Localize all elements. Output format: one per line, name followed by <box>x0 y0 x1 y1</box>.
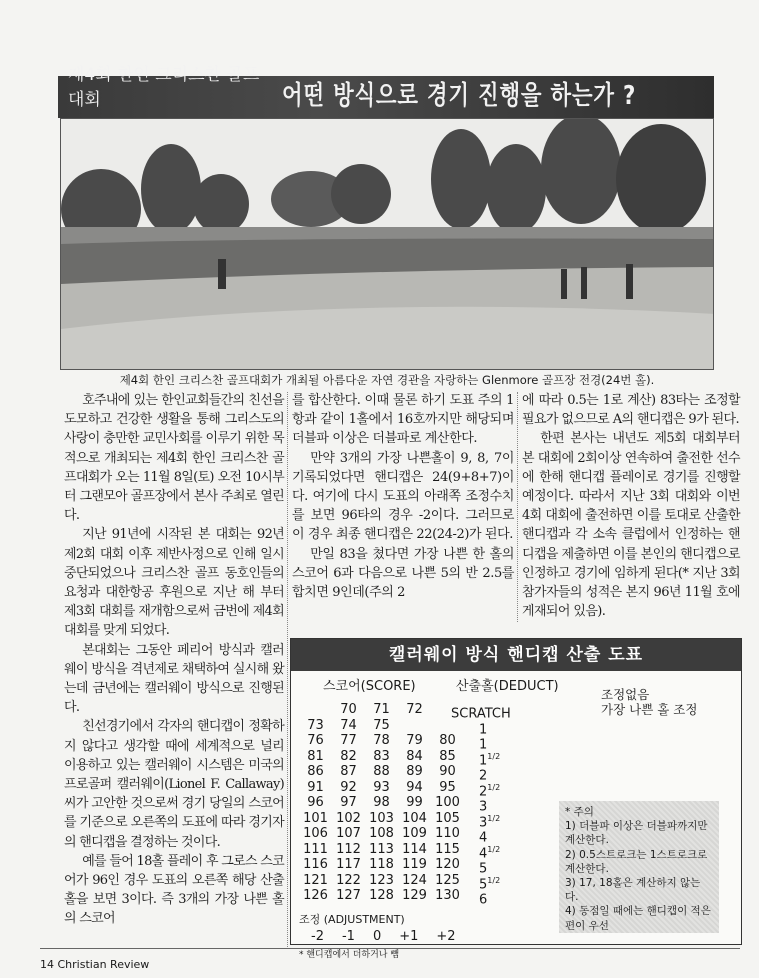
paragraph: 호주내에 있는 한인교회들간의 친선을 도모하고 건강한 생활을 통해 그리스도의 사랑이 충만한 교민사회를 이루기 위한 목적으로 개최되는 제4회 한인 크리스찬 골프대회가 오는 11월 8일(토) 오전 10시부터 그랜모아 골프장에서 본사 주최로 열린다. <box>64 393 284 524</box>
deduct-value: 5 <box>479 876 488 892</box>
score-header: 스코어(SCORE) <box>323 679 416 694</box>
score-cell: 84 <box>406 748 423 764</box>
score-cell: 99 <box>406 795 423 810</box>
caution-item: 1) 더블파 이상은 더블파까지만 계산한다. <box>565 820 708 847</box>
page-footer <box>40 958 149 971</box>
score-cell: 122 <box>336 872 361 888</box>
score-cell: 87 <box>340 764 357 779</box>
score-cell: 127 <box>336 888 361 903</box>
deduct-value: 1 <box>479 721 488 737</box>
score-cell: 78 <box>373 733 390 748</box>
paragraph: 한편 본사는 내년도 제5회 대회부터 본 대회에 2회이상 연속하여 출전한 선수에 한해 핸디캡 플레이로 경기를 진행할 예정이다. 따라서 지난 3회 대회와 이번 4회 대회에 출전하면 이를 토대로 산출한 핸디캡과 각 소속 클럽에서 인정하는 핸디캡을 제출하면 이를 본인의 핸디캡으로 인정하고 경기에 임하게 된다(* 지난 3회 참가자들의 성적은 본지 96년 11월 호에 게재되어 있음). <box>522 431 740 620</box>
table-row <box>299 779 501 799</box>
table-title: 캘러웨이 방식 핸디캡 산출 도표 <box>291 639 741 671</box>
score-rows <box>299 702 511 908</box>
column-divider <box>287 392 288 947</box>
adjustment-value: -2 <box>311 929 324 944</box>
score-cell: 114 <box>402 841 427 857</box>
photo-caption: 제4회 한인 크리스찬 골프대회가 개최될 아름다운 자연 경관을 자랑하는 Glenmore 골프장 전경(24번 홀). <box>119 373 655 387</box>
table-row <box>299 841 501 861</box>
score-cell: 116 <box>303 857 328 872</box>
table-row <box>299 888 488 908</box>
deduct-value: 6 <box>479 892 488 908</box>
score-cell <box>299 702 332 718</box>
score-cell: 95 <box>439 779 456 795</box>
score-cell: 88 <box>373 764 390 779</box>
adjustment-value: +1 <box>399 929 419 944</box>
golf-course-photo <box>60 118 714 370</box>
deduct-value: 3 <box>479 799 488 815</box>
caution-title: * 주의 <box>565 806 594 818</box>
deduct-value: 1 <box>479 752 488 768</box>
table-row <box>299 717 488 737</box>
deduct-value: 2 <box>479 768 488 784</box>
score-cell: 82 <box>340 748 357 764</box>
score-cell: 125 <box>435 872 460 888</box>
score-cell: 129 <box>402 888 427 903</box>
adjustment-value: -1 <box>341 929 355 944</box>
score-cell: 111 <box>303 841 328 857</box>
table-row <box>299 733 488 753</box>
adjustment-value: +2 <box>436 929 456 944</box>
deduct-header: 산출홀(DEDUCT) <box>456 679 559 694</box>
score-cell: 126 <box>303 888 328 903</box>
score-cell: 98 <box>373 795 390 810</box>
score-cell: 70 <box>340 702 357 717</box>
paragraph: 본대회는 그동안 페리어 방식과 캘러웨이 방식을 격년제로 채택하여 실시해 왔는데 금년에는 캘러웨이 방식으로 진행된다. <box>64 642 284 716</box>
score-cell: 83 <box>373 748 390 764</box>
caution-box <box>559 801 719 933</box>
score-cell: 86 <box>307 764 324 779</box>
paragraph: 친선경기에서 각자의 핸디캡이 정확하지 않다고 생각할 때에 세계적으로 널리 이용하고 있는 캘러웨이 시스템은 미국의 프로골퍼 캘러웨이(Lionel F. Callaway)씨가 고안한 것으로써 경기 당일의 스코어를 기준으로 오른쪽의 도표에 따라 경기자의 핸디캡을 결정하는 것이다. <box>64 719 284 850</box>
score-cell: 94 <box>406 779 423 795</box>
callaway-handicap-table <box>290 638 742 960</box>
score-cell: 130 <box>435 888 460 903</box>
score-cell: 93 <box>373 779 390 795</box>
footer-rule <box>40 948 740 949</box>
score-cell: 105 <box>435 810 460 826</box>
adjustment-note: * 핸디캡에서 더하거나 뺌 <box>299 950 400 960</box>
deduct-half: 1/2 <box>487 844 501 854</box>
caution-item: 3) 17, 18홀은 계산하지 않는다. <box>565 877 701 904</box>
score-cell: 96 <box>307 795 324 810</box>
note-worst-hole: 가장 나쁜 홀 조정 <box>601 702 698 717</box>
page-number: 14 <box>40 958 54 971</box>
deduct-value: 2 <box>479 783 488 799</box>
headline-banner <box>58 65 714 118</box>
score-cell: 77 <box>340 733 357 748</box>
score-cell: 108 <box>369 826 394 841</box>
score-cell: 120 <box>435 857 460 872</box>
score-cell: 113 <box>369 841 394 857</box>
score-cell: 121 <box>303 872 328 888</box>
adjustment-values <box>311 929 456 944</box>
headline-title: 어떤 방식으로 경기 진행을 하는가 ? <box>282 81 637 111</box>
score-cell: 119 <box>402 857 427 872</box>
paragraph: 만일 83을 쳤다면 가장 나쁜 한 홀의 스코어 6과 다음으로 나쁜 5의 반 2.5를 합치면 9인데(주의 2 <box>292 546 514 601</box>
score-cell: 115 <box>435 841 460 857</box>
score-cell: 107 <box>336 826 361 841</box>
deduct-half: 1/2 <box>487 751 501 761</box>
table-row <box>299 857 488 877</box>
score-cell: 117 <box>336 857 361 872</box>
score-cell: 73 <box>307 717 324 733</box>
score-cell: 110 <box>435 826 460 841</box>
score-cell: 106 <box>303 826 328 841</box>
deduct-value: 3 <box>479 814 488 830</box>
score-cell: 90 <box>439 764 456 779</box>
adjustment-value: 0 <box>372 929 382 944</box>
table-row <box>299 702 511 722</box>
score-cell: 123 <box>369 872 394 888</box>
article-column-2 <box>292 391 514 602</box>
score-cell: 112 <box>336 841 361 857</box>
score-cell: 97 <box>340 795 357 810</box>
adjustment-label: 조정 (ADJUSTMENT) <box>299 913 405 926</box>
deduct-value: 4 <box>479 845 488 861</box>
deduct-half: 1/2 <box>487 875 501 885</box>
score-cell: 102 <box>336 810 361 826</box>
score-cell: 79 <box>406 733 423 748</box>
score-cell: 124 <box>402 872 427 888</box>
score-cell: 72 <box>406 702 423 717</box>
score-cell: 74 <box>340 717 357 733</box>
paragraph: 를 합산한다. 이때 물론 하기 도표 주의 1항과 같이 1홀에서 16호까지만 해당되며 더블파 이상은 더블파로 계산한다. <box>292 393 514 447</box>
adjustment-notes <box>601 687 697 717</box>
table-row <box>299 810 501 830</box>
deduct-value: 5 <box>479 861 488 877</box>
caution-item: 4) 동점일 때에는 핸디캡이 적은 편이 우선 <box>565 905 711 932</box>
score-cell: 80 <box>439 733 456 748</box>
score-cell: 76 <box>307 733 324 748</box>
score-cell: 89 <box>406 764 423 779</box>
note-no-adjust: 조정없음 <box>601 687 650 702</box>
paragraph: 만약 3개의 가장 나쁜홀이 9, 8, 7이 기록되었다면 핸디캡은 24(9+8+7)이다. 여기에 다시 도표의 아래쪽 조정수치를 보면 96타의 경우 -2이다. 그러므로 이 경우 최종 핸디캡은 22(24-2)가 된다. <box>292 450 514 543</box>
score-cell: 128 <box>369 888 394 903</box>
column-divider <box>517 392 518 622</box>
table-row <box>299 872 501 892</box>
deduct-cell <box>479 888 487 908</box>
score-cell: 104 <box>402 810 427 826</box>
paragraph: 에 따라 0.5는 1로 계산) 83타는 조정할 필요가 없으므로 A의 핸디캡은 9가 된다. <box>522 393 740 428</box>
paragraph: 예를 들어 18홀 플레이 후 그로스 스코어가 96인 경우 도표의 오른쪽 해당 산출홀을 보면 3이다. 즉 3개의 가장 나쁜 홀의 스코어 <box>64 853 284 927</box>
magazine-name: Christian Review <box>57 958 150 971</box>
score-cell: 91 <box>307 779 324 795</box>
headline-subtitle: 제4회 한인 크리스찬 골프대회 <box>68 65 260 110</box>
caution-item: 2) 0.5스트로크는 1스트로크로 계산한다. <box>565 848 708 875</box>
score-cell: 92 <box>340 779 357 795</box>
deduct-half: 1/2 <box>487 813 501 823</box>
score-cell: 109 <box>402 826 427 841</box>
score-cell: 103 <box>369 810 394 826</box>
deduct-value: SCRATCH <box>451 706 511 722</box>
table-row <box>299 795 488 815</box>
score-cell: 101 <box>303 810 328 826</box>
score-cell: 71 <box>373 702 390 717</box>
table-row <box>299 748 501 768</box>
score-cell <box>431 718 464 734</box>
deduct-value: 4 <box>479 830 488 846</box>
table-row <box>299 826 488 846</box>
score-cell: 85 <box>439 748 456 764</box>
table-row <box>299 764 488 784</box>
deduct-value: 1 <box>479 737 488 753</box>
score-cell: 118 <box>369 857 394 872</box>
article-column-1 <box>64 391 284 929</box>
score-cell: 100 <box>435 795 460 810</box>
paragraph: 지난 91년에 시작된 본 대회는 92년 제2회 대회 이후 제반사정으로 인해 일시 중단되었으나 크리스찬 골프 동호인들의 요청과 대한항공 후원으로 지난 해 부터 제3회 대회를 재개함으로써 금번에 제4회 대회를 맞게 되었다. <box>64 527 284 639</box>
score-cell: 81 <box>307 748 324 764</box>
deduct-half: 1/2 <box>487 782 501 792</box>
score-cell <box>398 718 431 734</box>
score-cell: 75 <box>373 717 390 733</box>
article-column-3 <box>522 391 740 621</box>
